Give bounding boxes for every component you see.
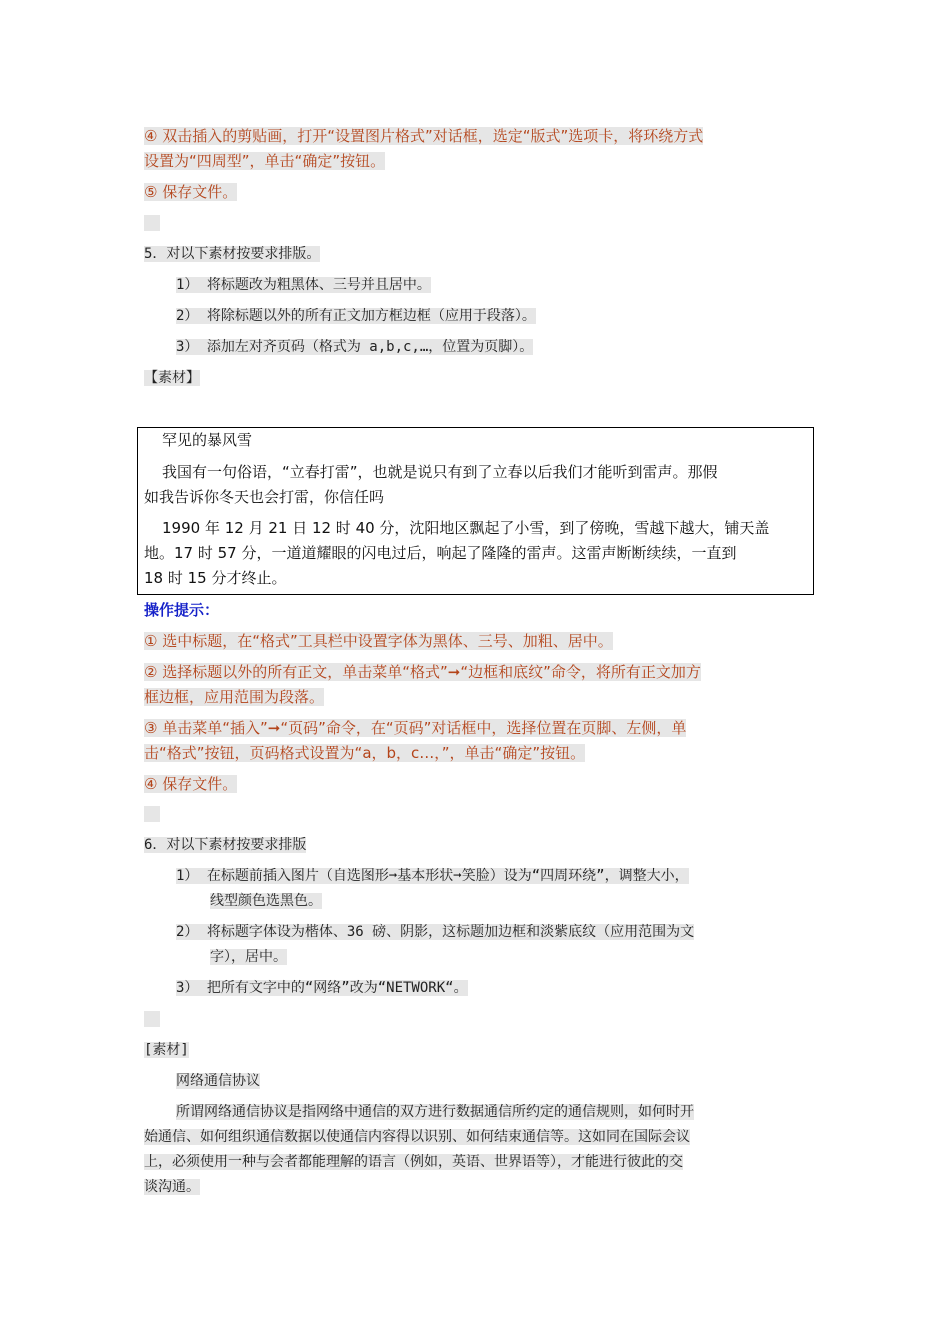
q5-hint-1: ① 选中标题，在“格式”工具栏中设置字体为黑体、三号、加粗、居中。 bbox=[144, 632, 613, 650]
q6-material-title: 网络通信协议 bbox=[176, 1073, 260, 1089]
q5-requirement-2: 2） 将除标题以外的所有正文加方框边框（应用于段落）。 bbox=[176, 308, 536, 324]
prev-step4: ④ 双击插入的剪贴画，打开“设置图片格式”对话框，选定“版式”选项卡，将环绕方式 设置为“四周型”，单击“确定”按钮。 bbox=[144, 127, 704, 170]
q5-material-para2: 1990 年 12 月 21 日 12 时 40 分，沈阳地区飘起了小雪，到了傍晚，雪越下越大，铺天盖 地。17 时 57 分，一道道耀眼的闪电过后，响起了隆隆的雷声。这雷声断断续续，一直到 18 时 15 分才终止。 bbox=[144, 519, 770, 587]
q6-requirement-3: 3） 把所有文字中的“网络”改为“NETWORK“。 bbox=[176, 980, 468, 996]
q5-title: 5．对以下素材按要求排版。 bbox=[144, 246, 321, 262]
q5-material-label: 【素材】 bbox=[144, 370, 200, 386]
q5-hint-3: ③ 单击菜单“插入”➞“页码”命令，在“页码”对话框中，选择位置在页脚、左侧，单 击“格式”按钮，页码格式设置为“a，b，c…，”，单击“确定”按钮。 bbox=[144, 719, 687, 762]
empty-paragraph-mark bbox=[144, 215, 160, 231]
q5-hint-4: ④ 保存文件。 bbox=[144, 775, 238, 793]
prev-step5: ⑤ 保存文件。 bbox=[144, 183, 238, 201]
q5-hint-2: ② 选择标题以外的所有正文，单击菜单“格式”➞“边框和底纹”命令，将所有正文加方 框边框，应用范围为段落。 bbox=[144, 663, 701, 706]
empty-paragraph-mark bbox=[144, 806, 160, 822]
q6-requirement-2: 2） 将标题字体设为楷体、36 磅、阴影，这标题加边框和淡紫底纹（应用范围为文 字），居中。 bbox=[176, 924, 695, 965]
q5-requirement-3: 3） 添加左对齐页码（格式为 a,b,c,…，位置为页脚）。 bbox=[176, 339, 534, 355]
q6-title: 6．对以下素材按要求排版 bbox=[144, 837, 307, 853]
q6-material-paragraph: 所谓网络通信协议是指网络中通信的双方进行数据通信所约定的通信规则，如何时开 始通信、如何组织通信数据以使通信内容得以识别、如何结束通信等。这如同在国际会议 上，必须使用一种与会者都能理解的语言（例如，英语、世界语等），才能进行彼此的交 谈沟通。 bbox=[144, 1104, 694, 1195]
q6-requirement-1: 1） 在标题前插入图片（自选图形➞基本形状➞笑脸）设为“四周环绕”，调整大小， 线型颜色选黑色。 bbox=[176, 868, 689, 909]
q5-material-para1: 我国有一句俗语，“立春打雷”，也就是说只有到了立春以后我们才能听到雷声。那假 如我告诉你冬天也会打雷，你信任吗 bbox=[144, 463, 718, 506]
q5-material-title: 罕见的暴风雪 bbox=[162, 431, 253, 449]
q5-hint-label: 操作提示： bbox=[144, 601, 220, 619]
q5-requirement-1: 1） 将标题改为粗黑体、三号并且居中。 bbox=[176, 277, 431, 293]
empty-paragraph-mark bbox=[144, 1011, 160, 1027]
q6-material-label: [素材] bbox=[144, 1042, 189, 1058]
q5-material-box bbox=[137, 427, 814, 595]
